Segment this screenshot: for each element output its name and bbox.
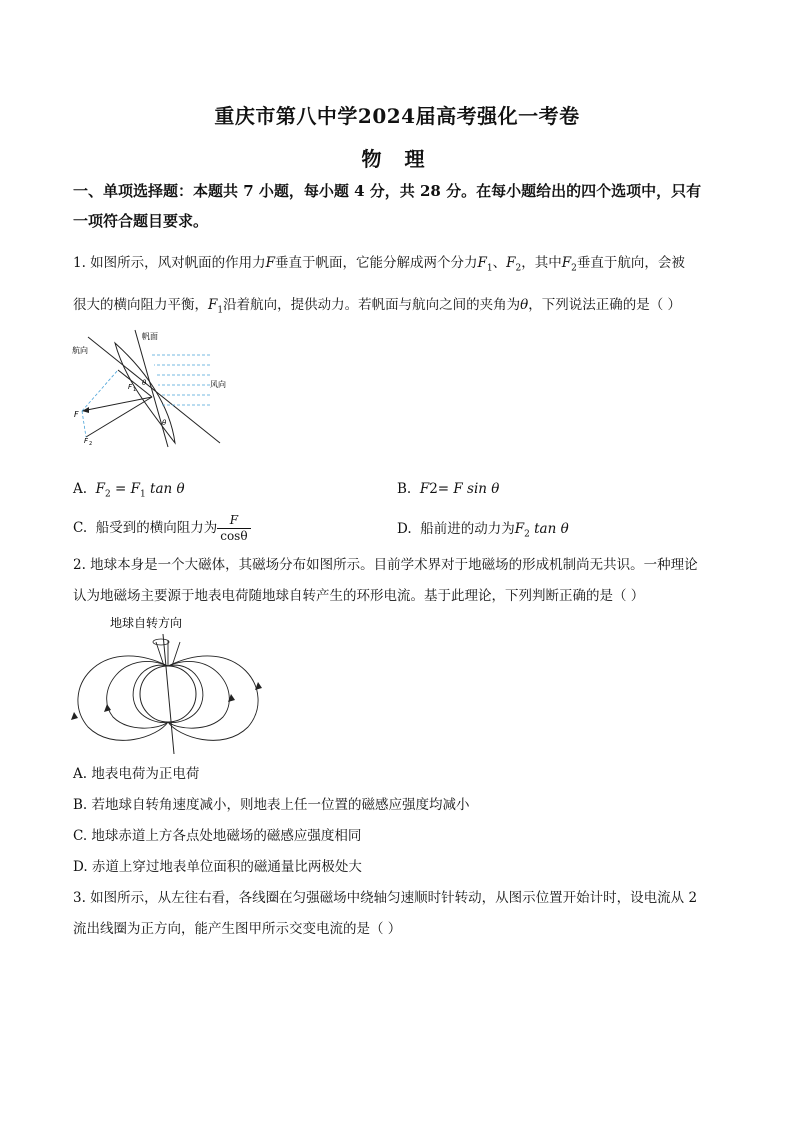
q2-stem-line2: 认为地磁场主要源于地表电荷随地球自转产生的环形电流。基于此理论，下列判断正确的是（ ） [73,588,645,604]
q3-stem-line1: 3. 如图所示，从左往右看，各线圈在匀强磁场中绕轴匀速顺时针转动，从图示位置开始计时，设电流从 2 [73,890,698,906]
q1-stem-line2: 很大的横向阻力平衡，$F_1$沿着航向，提供动力。若帆面与航向之间的夹角为θ，下列说法正确的是（ ） [73,297,682,316]
q1-option-D: D. 船前进的动力为$F_2$ tan θ [397,521,569,540]
heading-line [88,337,220,443]
q1-stem-line1: 1. 如图所示，风对帆面的作用力F垂直于帆面，它能分解成两个分力$F_1$、$F_2$，其中$F_2$垂直于航向，会被 [73,255,685,274]
label-theta-2: θ [162,419,167,427]
rotation-axis [163,634,174,754]
subject-title: 物 理 [361,147,433,171]
label-theta-1: θ [142,379,147,387]
q2-option-A: A. 地表电荷为正电荷 [73,766,200,782]
label-F1-sub: 1 [133,387,137,393]
q2-option-D: D. 赤道上穿过地表单位面积的磁通量比两极处大 [73,859,362,875]
label-F: F [74,410,79,419]
q1-option-A: A. $F_2 = F_1$ tan θ [73,481,185,500]
section-heading-line1: 一、单项选择题：本题共 7 小题，每小题 4 分，共 28 分。在每小题给出的四个选项中，只有 [73,182,702,200]
label-heading: 航向 [72,346,88,355]
label-F2: F [84,437,89,445]
parallelogram-dash2 [82,411,86,437]
field-arrowheads [71,682,262,720]
q3-stem-line2: 流出线圈为正方向，能产生图甲所示交变电流的是（ ） [73,921,402,937]
boat-hull [115,343,175,443]
earth-magnetic-field-diagram [68,612,268,757]
label-wind: 风向 [210,380,226,389]
label-F2-sub: 2 [89,441,93,447]
force-F2-arrow [86,397,152,437]
label-sail: 帆面 [142,332,158,341]
wind-arrows [152,355,210,405]
section-heading-line2: 一项符合题目要求。 [73,212,209,230]
fraction: $\frac{F}{\cos\theta}$ [217,513,250,544]
q1-option-C: C. 船受到的横向阻力为 $\frac{F}{\cos\theta}$ [73,511,251,545]
rotation-direction-label: 地球自转方向 [110,616,183,630]
exam-title: 重庆市第八中学2024届高考强化一考卷 [214,104,580,128]
q2-option-C: C. 地球赤道上方各点处地磁场的磁感应强度相同 [73,828,362,844]
rotation-arrow-icon [153,639,169,645]
label-F1: F [128,383,133,391]
q2-option-B: B. 若地球自转角速度减小，则地表上任一位置的磁感应强度均减小 [73,797,470,813]
sail-line [135,330,168,447]
q1-option-B: B. F2= F sin θ [397,481,500,497]
q2-stem-line1: 2. 地球本身是一个大磁体，其磁场分布如图所示。目前学术界对于地磁场的形成机制尚无共识。一种理论 [73,557,698,573]
sail-force-diagram [70,325,250,450]
